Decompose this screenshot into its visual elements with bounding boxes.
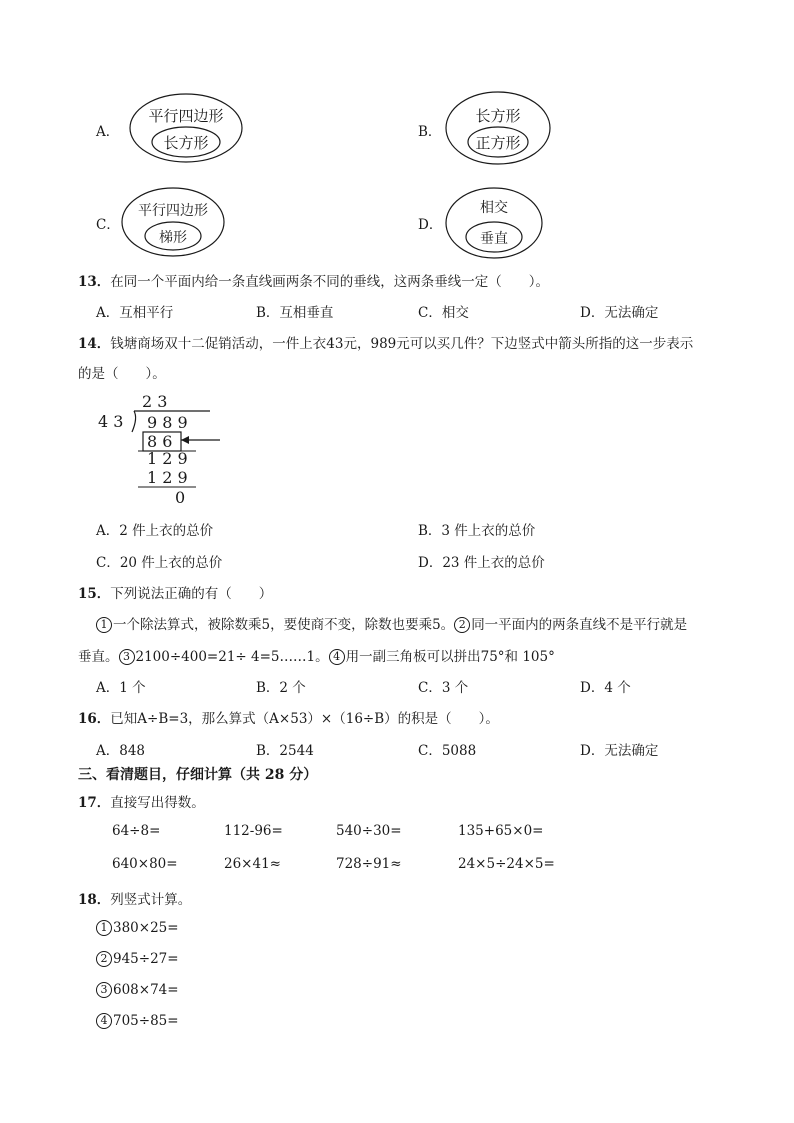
vertical-calc-item[interactable]: 2 945÷27=	[96, 951, 179, 967]
vertical-calc-item[interactable]: 1 380×25=	[96, 920, 179, 936]
circled-number: 3	[96, 982, 112, 998]
question-text: 列竖式计算。	[110, 892, 192, 908]
inner-label: 梯形	[159, 230, 187, 246]
statement-2-cont: 垂直。	[78, 649, 119, 665]
calc-item[interactable]: 26×41≈	[224, 856, 281, 872]
statement-1: 一个除法算式，被除数乘5，要使商不变，除数也要乘5。	[113, 617, 455, 633]
calc-item[interactable]: 135+65×0=	[458, 823, 544, 839]
outer-label: 平行四边形	[138, 203, 208, 219]
option-b[interactable]: B．2544	[256, 743, 314, 759]
option-d[interactable]: D．无法确定	[580, 743, 659, 759]
option-c[interactable]: C．20 件上衣的总价	[96, 555, 223, 571]
option-b-label[interactable]: B．	[418, 124, 442, 140]
circled-number: 4	[96, 1013, 112, 1029]
step-product-2: 1 2 9	[147, 468, 188, 487]
option-c-label[interactable]: C．	[96, 217, 120, 233]
step-remainder-1: 1 2 9	[147, 449, 188, 468]
option-b[interactable]: B．2 个	[256, 680, 306, 696]
statement-3: 2100÷400=21÷ 4=5……1。	[135, 649, 329, 665]
inner-label: 正方形	[475, 134, 521, 152]
statement-4: 用一副三角板可以拼出75°和 105°	[345, 649, 555, 665]
option-a-label[interactable]: A．	[96, 124, 120, 140]
division-bracket	[132, 411, 136, 432]
question-text: 直接写出得数。	[110, 795, 205, 811]
option-d[interactable]: D．无法确定	[580, 305, 659, 321]
calc-item[interactable]: 728÷91≈	[336, 856, 402, 872]
question-number: 16．	[78, 711, 111, 727]
option-d-label[interactable]: D．	[418, 217, 443, 233]
option-b[interactable]: B．3 件上衣的总价	[418, 523, 536, 539]
divisor: 4 3	[98, 412, 124, 431]
option-b-diagram[interactable]	[444, 90, 552, 166]
question-text: 已知A÷B=3，那么算式（A×53）×（16÷B）的积是（ ）。	[110, 711, 499, 727]
inner-label: 长方形	[163, 134, 209, 152]
calc-item[interactable]: 640×80=	[112, 856, 178, 872]
option-b[interactable]: B．互相垂直	[256, 305, 334, 321]
question-number: 17．	[78, 795, 111, 811]
question-number: 14．	[78, 336, 111, 352]
statements-line2	[78, 645, 555, 665]
vertical-calc-item[interactable]: 3 608×74=	[96, 982, 179, 998]
calc-item[interactable]: 64÷8=	[112, 823, 161, 839]
option-a[interactable]: A．互相平行	[96, 305, 174, 321]
question-text-line1: 钱塘商场双十二促销活动，一件上衣43元，989元可以买几件？下边竖式中箭头所指的这一步表示	[110, 336, 694, 352]
outer-ellipse	[446, 188, 542, 258]
option-c[interactable]: C．相交	[418, 305, 469, 321]
statements-line1	[96, 613, 687, 633]
question-text: 下列说法正确的有（ ）	[110, 586, 273, 602]
option-d[interactable]: D．4 个	[580, 680, 631, 696]
circled-number: 4	[329, 649, 345, 665]
option-a[interactable]: A．1 个	[96, 680, 146, 696]
circled-number: 2	[454, 617, 470, 633]
vertical-calc-item[interactable]: 4 705÷85=	[96, 1013, 179, 1029]
outer-label: 长方形	[475, 107, 521, 125]
section-heading: 三、看清题目，仔细计算（共 28 分）	[78, 767, 318, 783]
question-text-line2: 的是（ ）。	[78, 366, 166, 382]
option-a[interactable]: A．848	[96, 743, 146, 759]
outer-label: 相交	[480, 200, 508, 216]
calc-item[interactable]: 112-96=	[224, 823, 283, 839]
long-division-figure	[92, 388, 232, 508]
option-c[interactable]: C．5088	[418, 743, 477, 759]
option-c-diagram[interactable]	[120, 186, 226, 258]
option-c[interactable]: C．3 个	[418, 680, 469, 696]
final-remainder: 0	[175, 488, 186, 507]
option-d-diagram[interactable]	[444, 186, 544, 260]
dividend: 9 8 9	[147, 413, 188, 432]
circled-number: 1	[96, 617, 112, 633]
step-product-1: 8 6	[147, 432, 173, 451]
option-d[interactable]: D．23 件上衣的总价	[418, 555, 545, 571]
quotient: 2 3	[142, 392, 168, 411]
question-number: 13．	[78, 274, 111, 290]
outer-label: 平行四边形	[148, 107, 224, 125]
option-a[interactable]: A．2 件上衣的总价	[96, 523, 214, 539]
circled-number: 3	[119, 649, 135, 665]
calc-item[interactable]: 540÷30=	[336, 823, 402, 839]
statement-2: 同一平面内的两条直线不是平行就是	[471, 617, 688, 633]
outer-ellipse	[446, 92, 550, 164]
calc-item[interactable]: 24×5÷24×5=	[458, 856, 555, 872]
question-number: 15．	[78, 586, 111, 602]
question-text: 在同一个平面内给一条直线画两条不同的垂线，这两条垂线一定（ ）。	[110, 274, 550, 290]
inner-label: 垂直	[480, 231, 508, 247]
circled-number: 1	[96, 920, 112, 936]
option-a-diagram[interactable]	[128, 92, 244, 164]
circled-number: 2	[96, 951, 112, 967]
question-number: 18．	[78, 892, 111, 908]
arrow-head-icon	[181, 436, 189, 444]
